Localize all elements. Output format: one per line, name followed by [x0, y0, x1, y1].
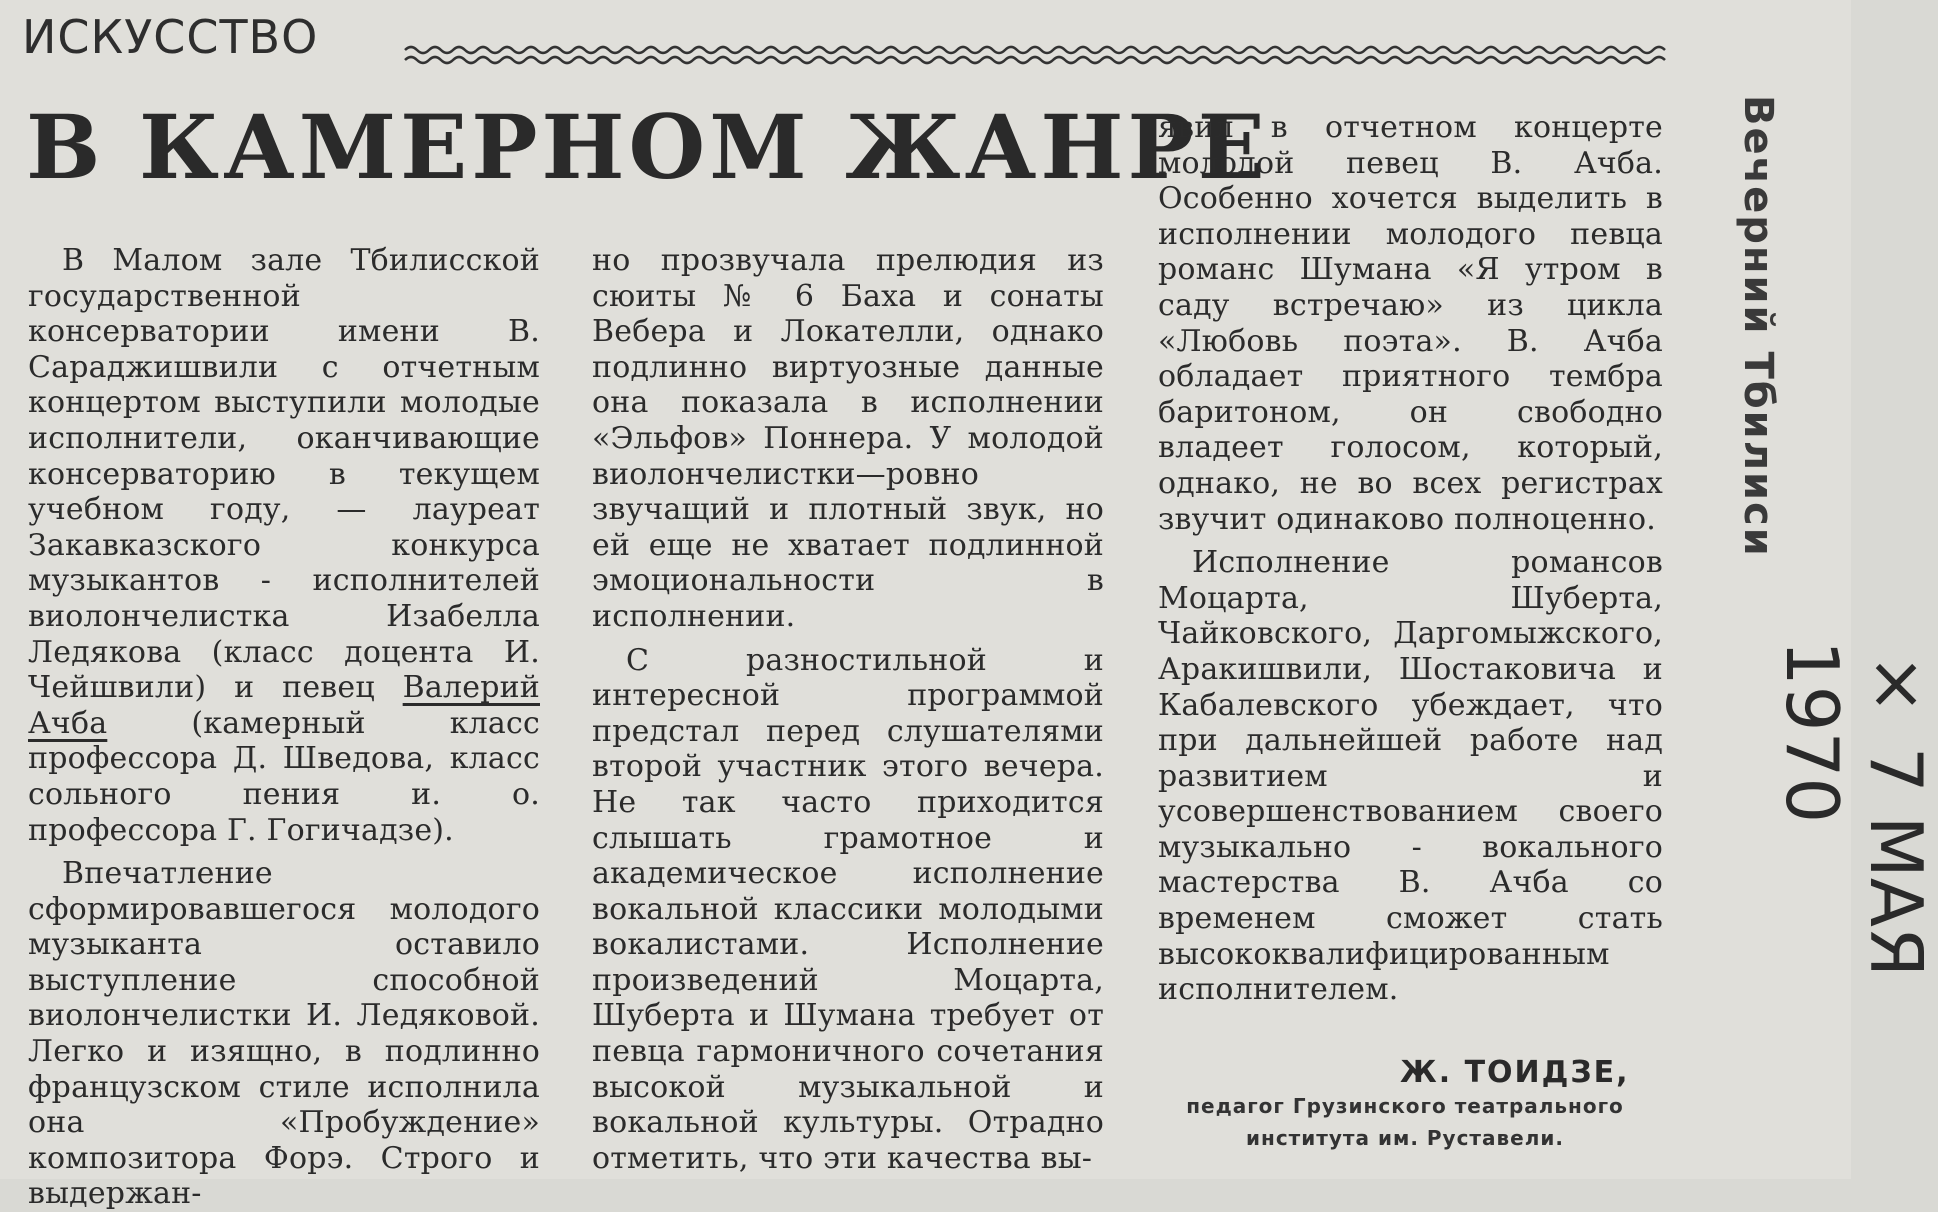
paragraph: Исполнение романсов Моцарта, Шуберта, Чайковского, Даргомыжского, Аракишвили, Шостаковича и Кабалевского убеждает, что при дальнейшей работе над развитием и усовершенствованием своего музыкально - вокального мастерства В. Ачба со временем сможет стать высококвалифицированным исполнителем.	[1158, 545, 1663, 1008]
article-headline: В КАМЕРНОМ ЖАНРЕ	[26, 95, 1269, 199]
article-column-2	[592, 243, 1104, 1176]
decorative-wave-rule	[405, 40, 1655, 70]
section-rubric: ИСКУССТВО	[22, 10, 319, 64]
paragraph: явил в отчетном концерте молодой певец В. Ачба. Особенно хочется выделить в исполнении молодого певца романс Шумана «Я утром в саду встречаю» из цикла «Любовь поэта». В. Ачба обладает приятного тембра баритоном, он свободно владеет голосом, который, однако, не во всех регистрах звучит одинаково полноценно.	[1158, 110, 1663, 537]
article-column-1	[28, 243, 540, 1212]
paragraph	[28, 243, 540, 848]
paragraph: Впечатление сформировавшегося молодого музыканта оставило выступление способной виолончелистки И. Ледяковой. Легко и изящно, в подлинно французском стиле исполнила она «Пробуждение» композитора Форэ. Строго и выдержан-	[28, 856, 540, 1212]
paragraph-text: В Малом зале Тбилисской государственной консерватории имени В. Сараджишвили с отчетным концертом выступили молодые исполнители, оканчивающие консерваторию в текущем учебном году, — лауреат Закавказского конкурса музыкантов - исполнителей виолончелистка Изабелла Ледякова (класс доцента И. Чейшвили) и певец	[28, 243, 540, 706]
paragraph: но прозвучала прелюдия из сюиты № 6 Баха и сонаты Вебера и Локателли, однако подлинно виртуозные данные она показала в исполнении «Эльфов» Поннера. У молодой виолончелистки—ровно звучащий и плотный звук, но ей еще не хватает подлинной эмоциональности в исполнении.	[592, 243, 1104, 634]
singer-name: Валерий Ачба	[28, 670, 540, 741]
paragraph: С разностильной и интересной программой предстал перед слушателями второй участник этого вечера. Не так часто приходится слышать грамотное и академическое исполнение вокальной классики молодыми вокалистами. Исполнение произведений Моцарта, Шуберта и Шумана требует от певца гармоничного сочетания высокой музыкальной и вокальной культуры. Отрадно отметить, что эти качества вы-	[592, 642, 1104, 1176]
author-signature: Ж. ТОИДЗЕ,	[1400, 1055, 1630, 1090]
newspaper-stamp: Вечерний Тбилиси	[1735, 95, 1781, 558]
paragraph-text: (камерный класс профессора Д. Шведова, класс сольного пения и. о. профессора Г. Гогичадзе).	[28, 705, 540, 848]
handwritten-date: × 7 МАЯ 1970	[1770, 640, 1938, 977]
author-title: педагог Грузинского театрального института им. Руставели.	[1186, 1094, 1624, 1150]
article-column-3	[1158, 110, 1663, 1008]
